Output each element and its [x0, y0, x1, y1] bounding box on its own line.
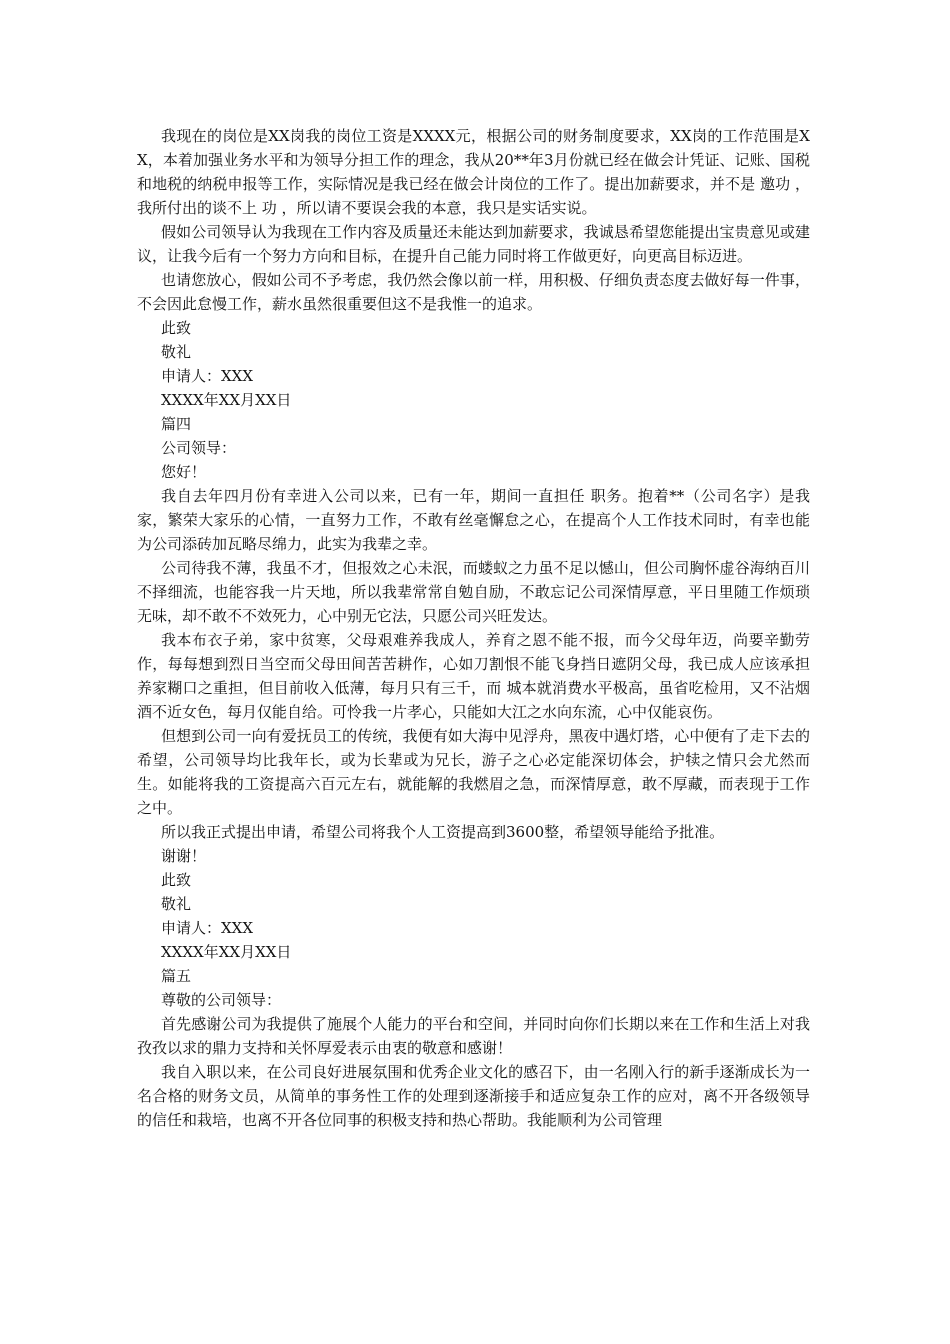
paragraph-thanks-company: 首先感谢公司为我提供了施展个人能力的平台和空间，并同时向你们长期以来在工作和生活上对我孜孜以求的鼎力支持和关怀厚爱表示由衷的敬意和感谢！ — [137, 1015, 810, 1057]
paragraph-career-growth: 我自入职以来，在公司良好进展氛围和优秀企业文化的感召下，由一名刚入行的新手逐渐成长为一名合格的财务文员，从简单的事务性工作的处理到逐渐接手和适应复杂工作的应对，离不开各级领导的信任和栽培，也离不开各位同事的积极支持和热心帮助。我能顺利为公司管理 — [137, 1063, 810, 1129]
paragraph-joining: 我自去年四月份有幸进入公司以来，已有一年，期间一直担任 职务。抱着**（公司名字）是我家，繁荣大家乐的心情，一直努力工作，不敢有丝毫懈怠之心，在提高个人工作技术同时，有幸也能为公司添砖加瓦略尽绵力，此实为我辈之幸。 — [137, 487, 810, 553]
section-heading-5: 篇五 — [161, 967, 192, 985]
closing-cizhi: 此致 — [161, 319, 192, 337]
applicant-date: XXXX年XX月XX日 — [161, 391, 292, 409]
paragraph-request-feedback: 假如公司领导认为我现在工作内容及质量还未能达到加薪要求，我诚恳希望您能提出宝贵意见或建议，让我今后有一个努力方向和目标，在提升自己能力同时将工作做更好，向更高目标迈进。 — [137, 223, 810, 265]
section-heading-4: 篇四 — [161, 415, 192, 433]
document-body — [137, 124, 810, 1132]
formal-request: 所以我正式提出申请，希望公司将我个人工资提高到3600整，希望领导能给予批准。 — [161, 823, 725, 841]
thanks: 谢谢！ — [161, 847, 207, 865]
closing-jingli: 敬礼 — [161, 343, 192, 361]
applicant-name: 申请人：XXX — [161, 919, 254, 937]
salutation: 公司领导： — [161, 439, 237, 457]
salutation: 尊敬的公司领导： — [161, 991, 282, 1009]
greeting: 您好！ — [161, 463, 207, 481]
closing-jingli: 敬礼 — [161, 895, 192, 913]
paragraph-gratitude: 公司待我不薄，我虽不才，但报效之心未泯，而蝼蚁之力虽不足以憾山，但公司胸怀虚谷海纳百川不择细流，也能容我一片天地，所以我辈常常自勉自励，不敢忘记公司深情厚意，平日里随工作烦琐无味，却不敢不不效死力，心中别无它法，只愿公司兴旺发达。 — [137, 559, 810, 625]
applicant-name: 申请人：XXX — [161, 367, 254, 385]
applicant-date: XXXX年XX月XX日 — [161, 943, 292, 961]
paragraph-position-salary: 我现在的岗位是XX岗我的岗位工资是XXXX元，根据公司的财务制度要求，XX岗的工作范围是XX，本着加强业务水平和为领导分担工作的理念，我从20**年3月份就已经在做会计凭证、记账、国税和地税的纳税申报等工作，实际情况是我已经在做会计岗位的工作了。提出加薪要求，并不是 邀功 ，我所付出的谈不上 功 ，所以请不要误会我的本意，我只是实话实说。 — [137, 127, 810, 217]
paragraph-family: 我本布衣子弟，家中贫寒，父母艰难养我成人，养育之恩不能不报，而今父母年迈，尚要辛勤劳作，每每想到烈日当空而父母田间苦苦耕作，心如刀割恨不能飞身挡日遮阴父母，我已成人应该承担养家糊口之重担，但目前收入低薄，每月只有三千，而 城本就消费水平极高，虽省吃检用，又不沾烟酒不近女色，每月仅能自给。可怜我一片孝心，只能如大江之水向东流，心中仅能哀伤。 — [137, 631, 810, 721]
paragraph-hope: 但想到公司一向有爱抚员工的传统，我便有如大海中见浮舟，黑夜中遇灯塔，心中便有了走下去的希望，公司领导均比我年长，或为长辈或为兄长，游子之心必定能深切体会，护犊之情只会尤然而生。如能将我的工资提高六百元左右，就能解的我燃眉之急，而深情厚意，敢不厚藏，而表现于工作之中。 — [137, 727, 810, 817]
paragraph-reassurance: 也请您放心，假如公司不予考虑，我仍然会像以前一样，用积极、仔细负责态度去做好每一件事，不会因此怠慢工作，薪水虽然很重要但这不是我惟一的追求。 — [137, 271, 810, 313]
closing-cizhi: 此致 — [161, 871, 192, 889]
